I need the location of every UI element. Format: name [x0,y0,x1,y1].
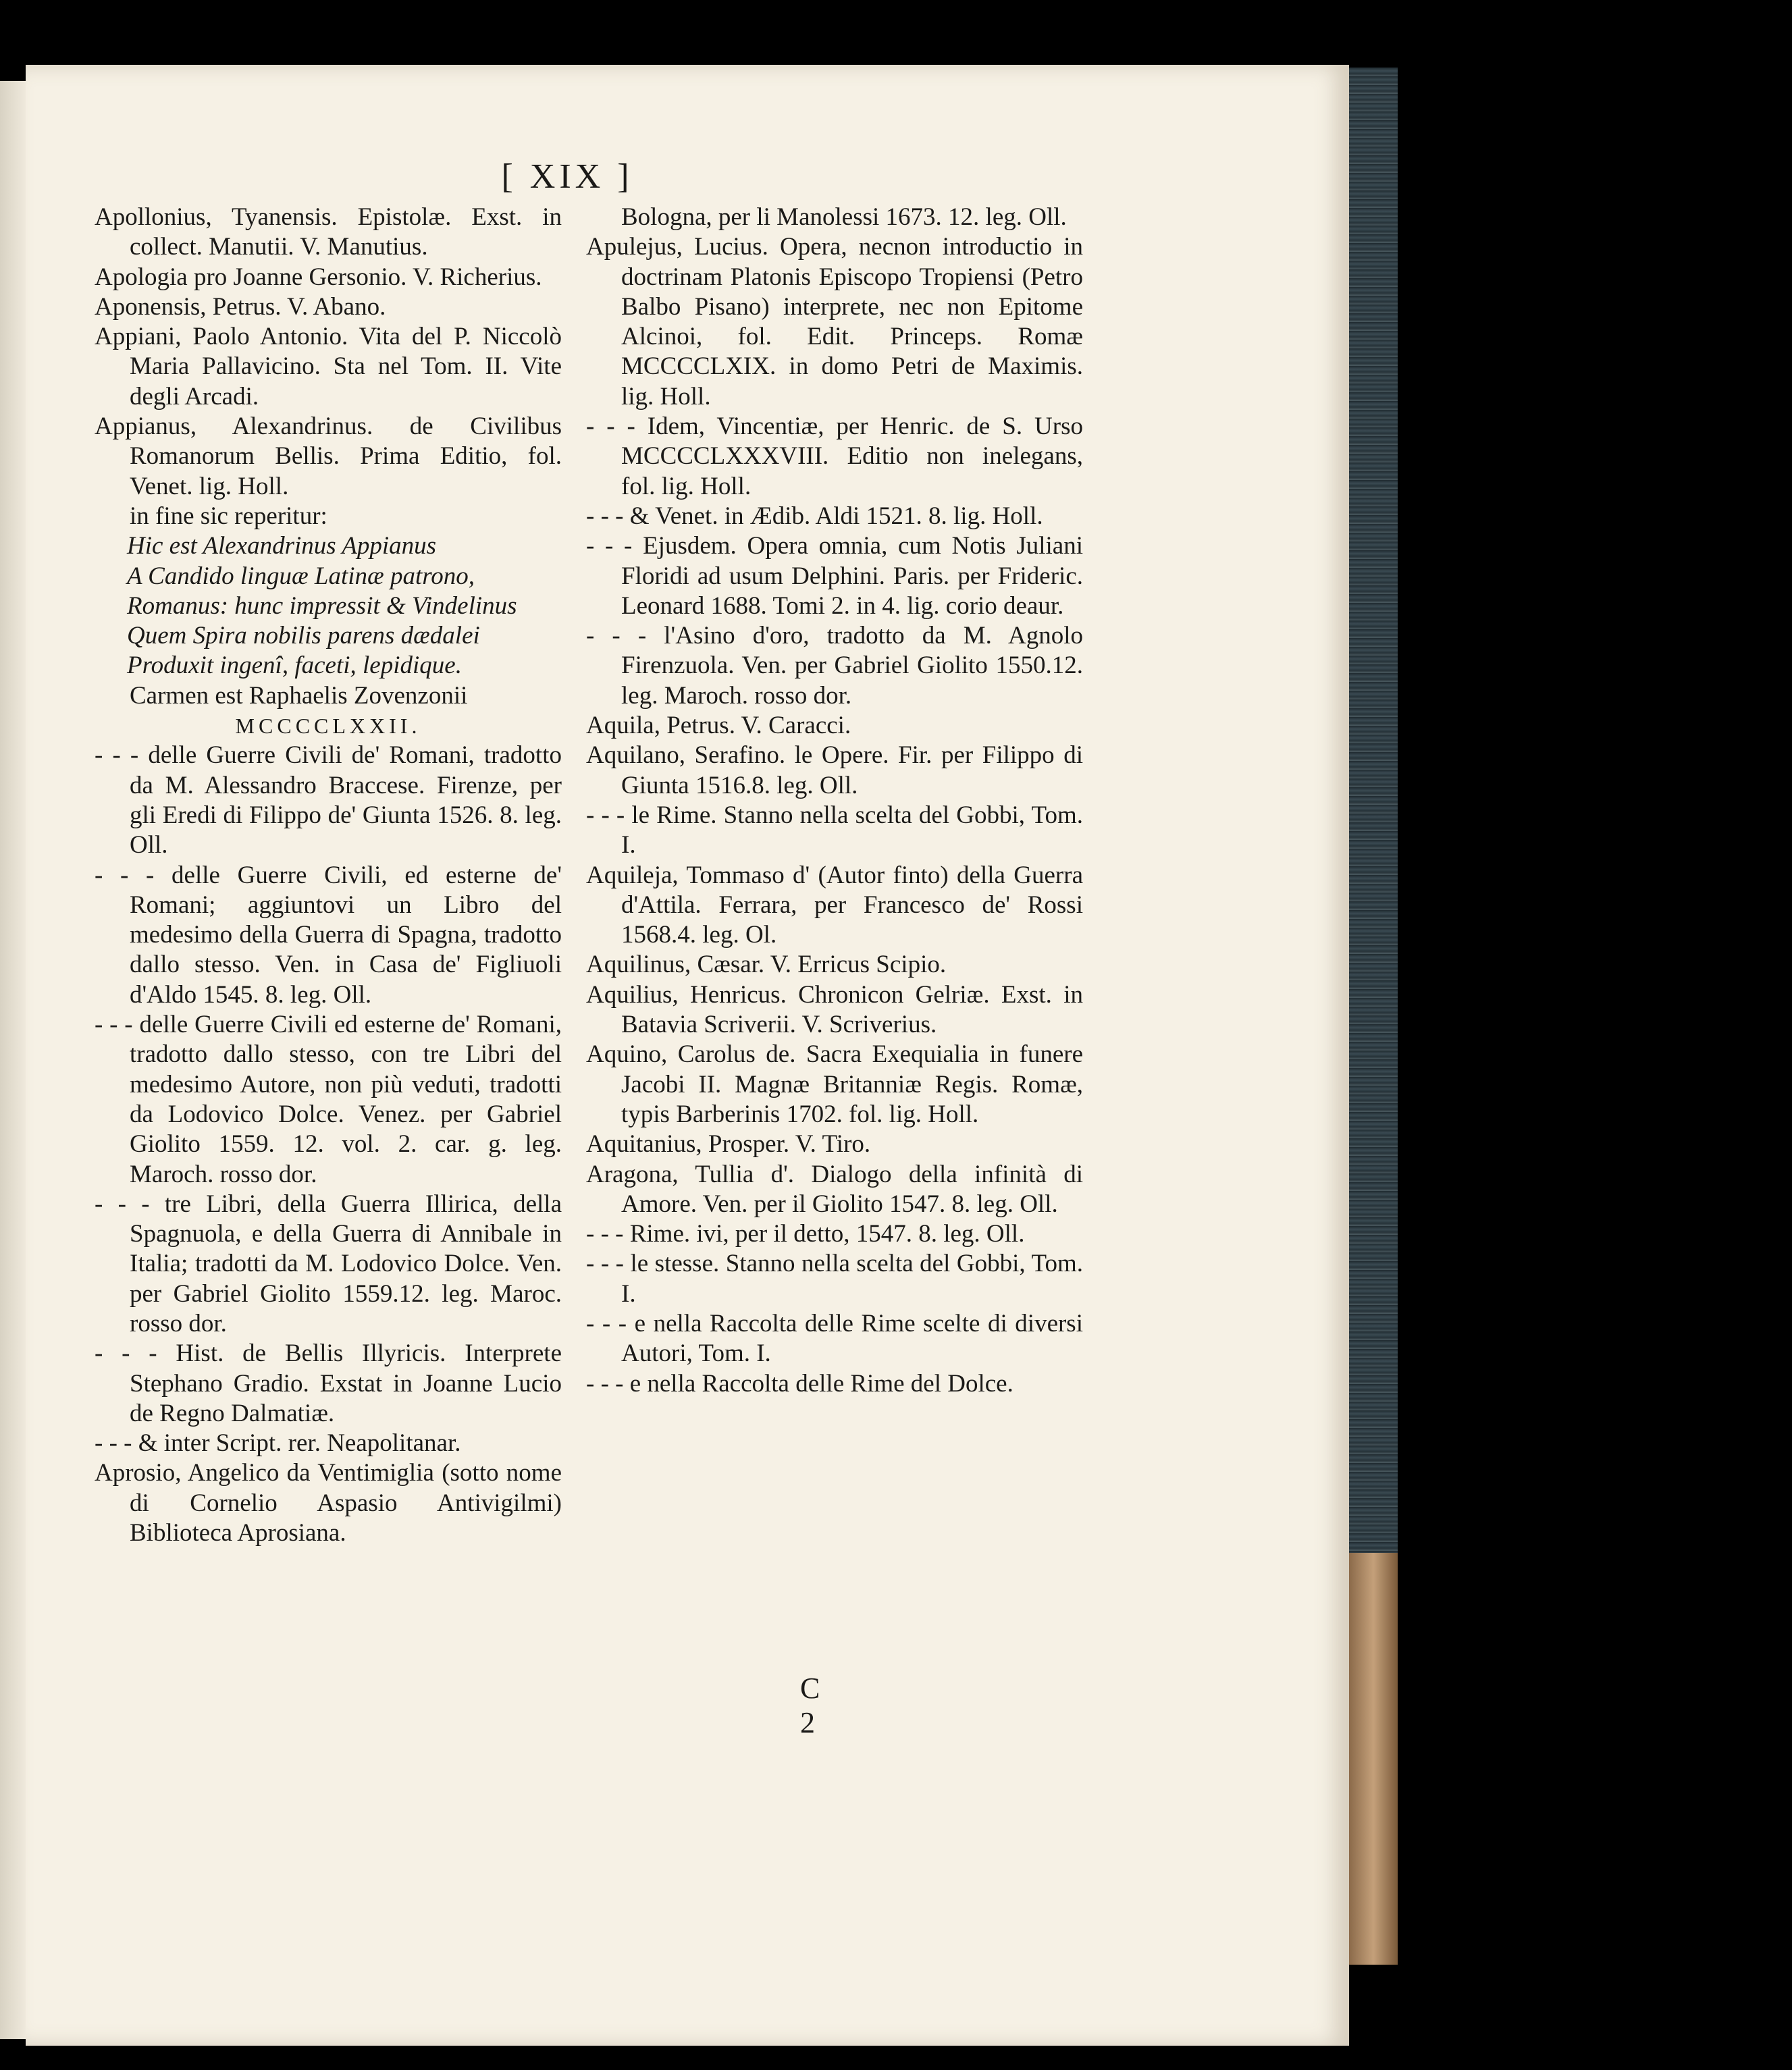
catalog-entry: Appianus, Alexandrinus. de Civilibus Romanorum Bellis. Prima Editio, fol. Venet. lig. Holl. [95,413,562,500]
catalog-entry: - - - e nella Raccolta delle Rime scelte di diversi Autori, Tom. I. [586,1309,1083,1368]
verse-line: Produxit ingenî, faceti, lepidique. [127,652,462,680]
catalog-entry: - - - e nella Raccolta delle Rime del Dolce. [586,1369,1013,1398]
catalog-entry: Aquileja, Tommaso d' (Autor finto) della Guerra d'Attila. Ferrara, per Francesco de' Rossi 1568.4. leg. Ol. [586,861,1083,949]
catalog-entry: Bologna, per li Manolessi 1673. 12. leg. Oll. [621,203,1067,231]
verse-line: Hic est Alexandrinus Appianus [127,532,437,560]
catalog-entry: - - - & Venet. in Ædib. Aldi 1521. 8. lig. Holl. [586,502,1043,530]
verse-line: Quem Spira nobilis parens dædalei [127,622,480,650]
book-binding-leather [1349,1553,1398,1965]
facing-page-edge [0,81,26,2039]
catalog-entry: - - - Idem, Vincentiæ, per Henric. de S. Urso MCCCCLXXXVIII. Editio non inelegans, fol. lig. Holl. [586,413,1083,500]
running-head: [ XIX ] [501,157,633,196]
catalog-entry: - - - Rime. ivi, per il detto, 1547. 8. leg. Oll. [586,1220,1025,1248]
catalog-entry: - - - le stesse. Stanno nella scelta del Gobbi, Tom. I. [586,1250,1083,1308]
catalog-entry: Apulejus, Lucius. Opera, necnon introductio in doctrinam Platonis Episcopo Tropiensi (Petro Balbo Pisano) interprete, nec non Epitome Alcinoi, fol. Edit. Princeps. Romæ MCCCCLXIX. in domo Petri de Maximis. lig. Holl. [586,233,1083,410]
catalog-entry: Carmen est Raphaelis Zovenzonii [130,681,468,710]
catalog-entry: Aquilano, Serafino. le Opere. Fir. per Filippo di Giunta 1516.8. leg. Oll. [586,741,1083,799]
verse-line: Romanus: hunc impressit & Vindelinus [127,591,517,620]
catalog-entry: - - - tre Libri, della Guerra Illirica, della Spagnuola, e della Guerra di Annibale in Italia; tradotti da M. Lodovico Dolce. Ven. per Gabriel Giolito 1559.12. leg. Maroc. rosso dor. [95,1190,562,1337]
catalog-entry: MCCCCLXXII. [235,714,421,739]
catalog-entry: Aragona, Tullia d'. Dialogo della infinità di Amore. Ven. per il Giolito 1547. 8. leg. Oll. [586,1160,1083,1218]
catalog-entry: Aquitanius, Prosper. V. Tiro. [586,1130,871,1159]
catalog-entry: Aquilinus, Cæsar. V. Erricus Scipio. [586,951,947,979]
catalog-entry: Aquilius, Henricus. Chronicon Gelriæ. Exst. in Batavia Scriverii. V. Scriverius. [586,980,1083,1039]
catalog-entry: Appiani, Paolo Antonio. Vita del P. Niccolò Maria Pallavicino. Sta nel Tom. II. Vite degli Arcadi. [95,323,562,410]
catalog-entry: Aponensis, Petrus. V. Abano. [95,292,386,321]
verse-line: A Candido linguæ Latinæ patrono, [127,562,475,590]
catalog-entry: Aprosio, Angelico da Ventimiglia (sotto nome di Cornelio Aspasio Antivigilmi) Biblioteca Aprosiana. [95,1459,562,1547]
catalog-entry: Aquila, Petrus. V. Caracci. [586,712,851,740]
catalog-entry: Apologia pro Joanne Gersonio. V. Richerius. [95,263,542,291]
right-column [586,203,1083,1399]
catalog-entry: - - - le Rime. Stanno nella scelta del Gobbi, Tom. I. [586,801,1083,859]
catalog-entry: - - - Hist. de Bellis Illyricis. Interprete Stephano Gradio. Exstat in Joanne Lucio de Regno Dalmatiæ. [95,1339,562,1427]
signature-mark: C 2 [800,1672,845,1739]
catalog-entry: - - - & inter Script. rer. Neapolitanar. [95,1429,461,1458]
catalog-entry: - - - delle Guerre Civili ed esterne de' Romani, tradotto dallo stesso, con tre Libri del medesimo Autore, non più veduti, tradotti da Lodovico Dolce. Venez. per Gabriel Giolito 1559. 12. vol. 2. car. g. leg. Maroch. rosso dor. [95,1011,562,1188]
catalog-entry: in fine sic reperitur: [130,502,327,530]
catalog-entry: Apollonius, Tyanensis. Epistolæ. Exst. in collect. Manutii. V. Manutius. [95,203,562,261]
catalog-entry: Aquino, Carolus de. Sacra Exequialia in funere Jacobi II. Magnæ Britanniæ Regis. Romæ, typis Barberinis 1702. fol. lig. Holl. [586,1040,1083,1128]
left-column [95,203,562,1548]
catalog-entry: - - - delle Guerre Civili, ed esterne de' Romani; aggiuntovi un Libro del medesimo della Guerra di Spagna, tradotto dallo stesso. Ven. in Casa de' Figliuoli d'Aldo 1545. 8. leg. Oll. [95,861,562,1009]
catalog-entry: - - - l'Asino d'oro, tradotto da M. Agnolo Firenzuola. Ven. per Gabriel Giolito 1550.12. leg. Maroch. rosso dor. [586,622,1083,710]
catalog-entry: - - - Ejusdem. Opera omnia, cum Notis Juliani Floridi ad usum Delphini. Paris. per Frideric. Leonard 1688. Tomi 2. in 4. lig. corio deaur. [586,532,1083,620]
catalog-entry: - - - delle Guerre Civili de' Romani, tradotto da M. Alessandro Braccese. Firenze, per gli Eredi di Filippo de' Giunta 1526. 8. leg. Oll. [95,741,562,859]
